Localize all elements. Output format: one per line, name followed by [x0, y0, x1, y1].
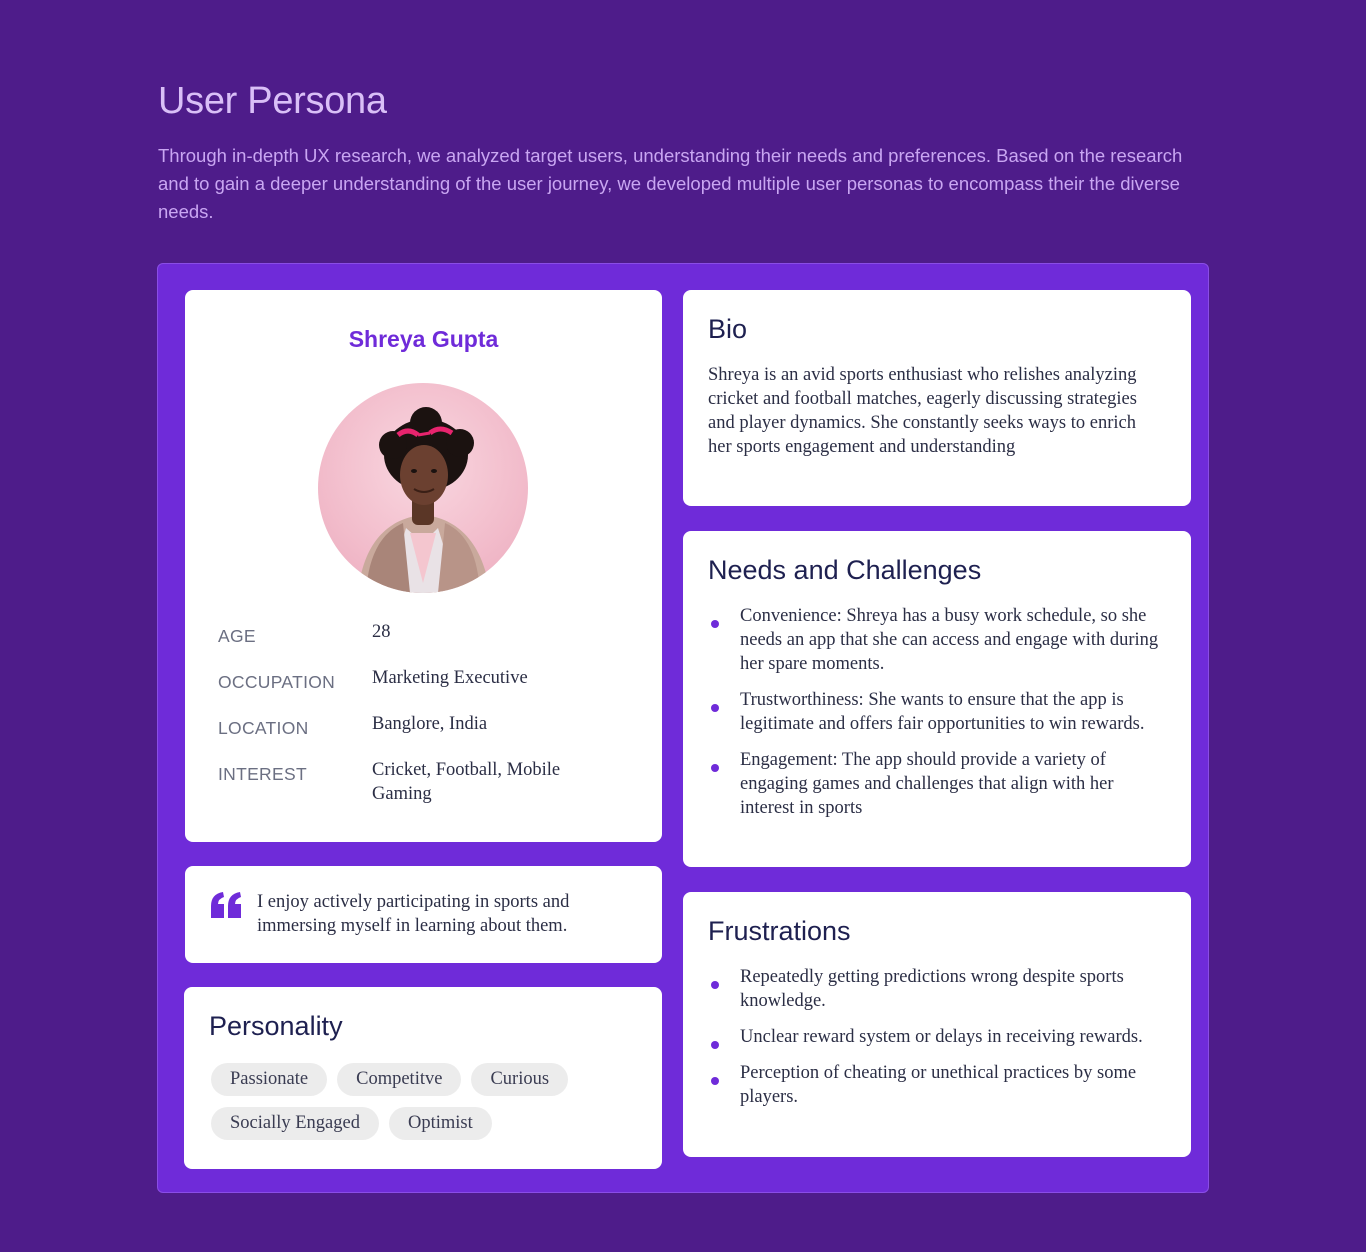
list-item-text: Unclear reward system or delays in receiving rewards.	[740, 1027, 1143, 1047]
list-item-text: Engagement: The app should provide a variety of engaging games and challenges that align with her interest in sports	[740, 750, 1114, 818]
quote-card	[185, 866, 662, 963]
bio-title: Bio	[708, 314, 748, 344]
info-value: Banglore, India	[372, 714, 488, 734]
info-value: 28	[372, 622, 391, 642]
page-intro: Through in-depth UX research, we analyzed target users, understanding their needs and preferences. Based on the research and to gain a deeper understanding of the user journey, we developed multiple user personas to encompass their the diverse needs.	[158, 145, 1183, 222]
list-item-text: Trustworthiness: She wants to ensure that the app is legitimate and offers fair opportunities to win rewards.	[740, 690, 1145, 734]
list-item	[708, 965, 1168, 1013]
persona-name: Shreya Gupta	[348, 326, 499, 352]
personality-tag: Optimist	[389, 1107, 492, 1140]
personality-tag: Curious	[471, 1063, 568, 1096]
bullet-dot-icon	[711, 1077, 719, 1085]
list-item	[708, 1061, 1168, 1109]
quote-icon	[209, 890, 243, 920]
needs-card	[683, 531, 1191, 867]
bio-text: Shreya is an avid sports enthusiast who relishes analyzing cricket and football matches, eagerly discussing strategies and player dynamics. She constantly seeks ways to enrich her sports engagement and understanding	[708, 365, 1137, 457]
frustrations-card	[683, 892, 1191, 1157]
user-photo-icon	[318, 383, 528, 593]
needs-title: Needs and Challenges	[708, 555, 982, 585]
info-label: OCCUPATION	[218, 672, 336, 692]
list-item-text: Perception of cheating or unethical practices by some players.	[740, 1063, 1137, 1107]
page-title: User Persona	[158, 80, 387, 122]
personality-tags	[211, 1063, 641, 1140]
quote-text: I enjoy actively participating in sports and immersing myself in learning about them.	[257, 892, 570, 936]
list-item	[708, 604, 1168, 676]
persona-panel	[157, 263, 1209, 1193]
info-value: Marketing Executive	[372, 668, 528, 688]
list-item	[708, 1025, 1168, 1049]
avatar	[318, 383, 528, 593]
list-item-text: Convenience: Shreya has a busy work schedule, so she needs an app that she can access and engage with during her spare moments.	[740, 606, 1159, 674]
list-item	[708, 748, 1168, 820]
info-label: INTEREST	[218, 764, 307, 784]
info-label: LOCATION	[218, 718, 309, 738]
personality-tag: Competitve	[337, 1063, 461, 1096]
personality-tag: Socially Engaged	[211, 1107, 379, 1140]
bullet-dot-icon	[711, 1041, 719, 1049]
bullet-dot-icon	[711, 981, 719, 989]
profile-card	[185, 290, 662, 842]
info-label: AGE	[218, 626, 256, 646]
info-value: Cricket, Football, Mobile Gaming	[372, 760, 561, 804]
list-item-text: Repeatedly getting predictions wrong despite sports knowledge.	[740, 967, 1124, 1011]
frustrations-title: Frustrations	[708, 916, 851, 946]
personality-tag: Passionate	[211, 1063, 327, 1096]
personality-title: Personality	[209, 1011, 343, 1041]
bullet-dot-icon	[711, 704, 719, 712]
personality-card	[184, 987, 662, 1169]
list-item	[708, 688, 1168, 736]
needs-list	[708, 604, 1168, 820]
bullet-dot-icon	[711, 764, 719, 772]
frustrations-list	[708, 965, 1168, 1109]
bio-card	[683, 290, 1191, 506]
bullet-dot-icon	[711, 620, 719, 628]
